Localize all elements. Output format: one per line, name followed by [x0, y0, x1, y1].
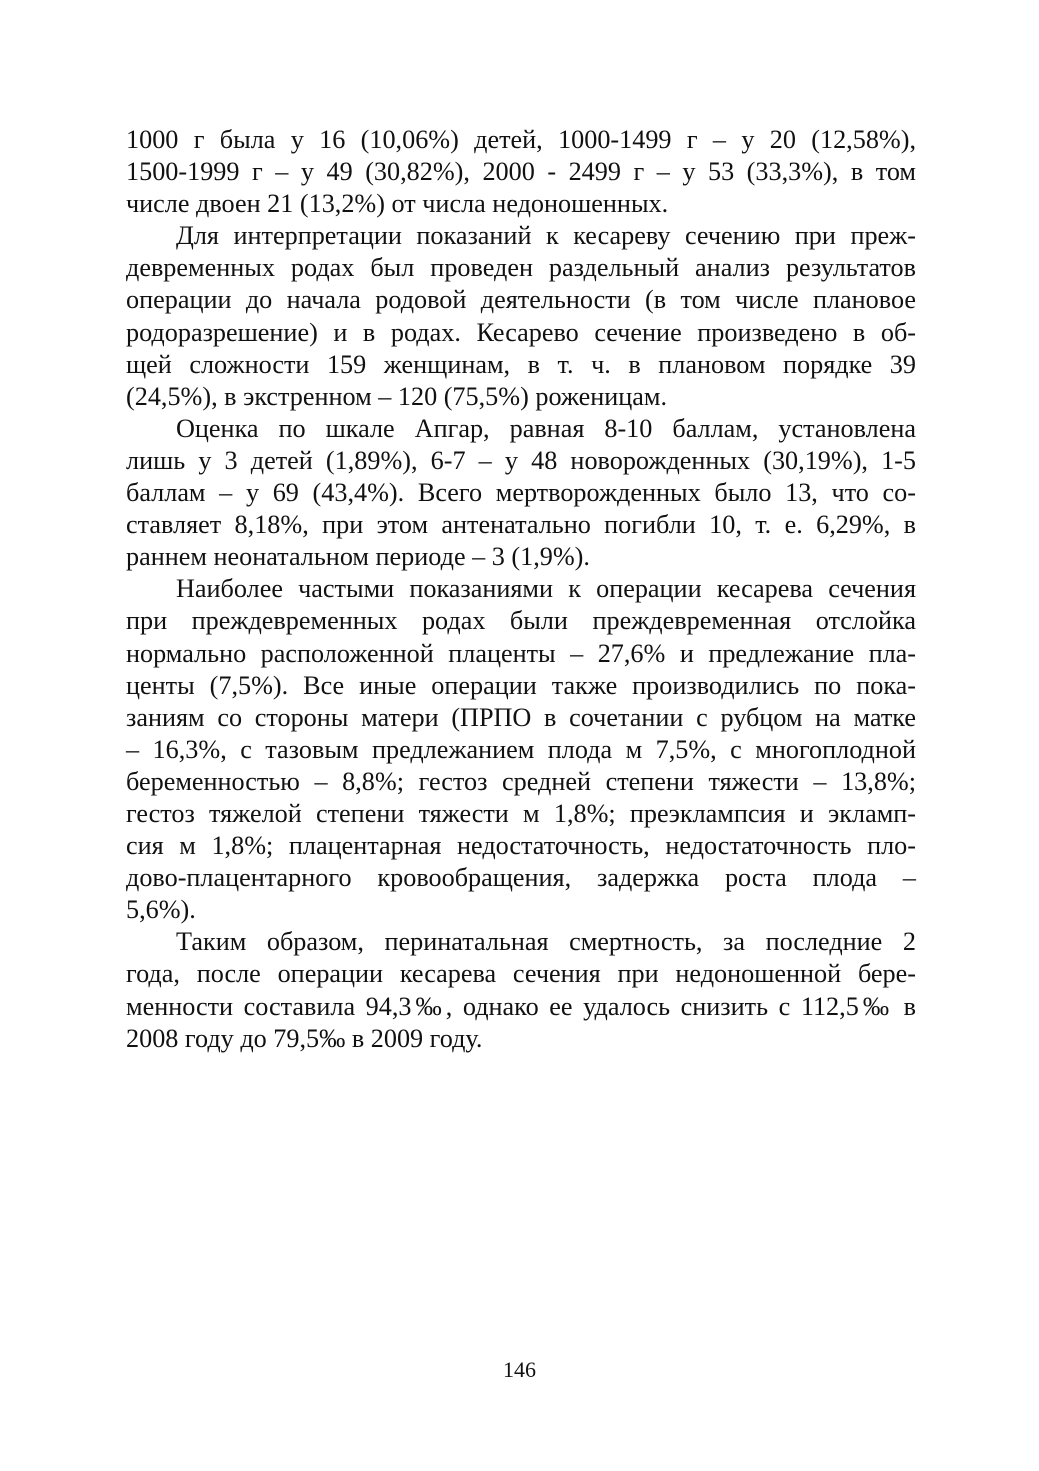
text-line: при преждевременных родах были преждевременная отслойка	[126, 606, 916, 636]
text-line: Для интерпретации показаний к кесареву сечению при преж-	[176, 221, 916, 251]
text-line: 5,6%).	[126, 895, 196, 925]
text-line: менности составила 94,3‰, однако ее удалось снизить с 112,5‰ в	[126, 991, 916, 1021]
text-line: лишь у 3 детей (1,89%), 6-7 – у 48 новорожденных (30,19%), 1-5	[126, 445, 916, 475]
text-line: числе двоен 21 (13,2%) от числа недоношенных.	[126, 189, 669, 219]
page-body	[126, 124, 916, 1055]
text-line: сия м 1,8%; плацентарная недостаточность, недостаточность пло-	[126, 831, 916, 861]
text-line: нормально расположенной плаценты – 27,6% и предлежание пла-	[126, 638, 916, 668]
text-line: беременностью – 8,8%; гестоз средней степени тяжести – 13,8%;	[126, 766, 916, 796]
text-line: раннем неонатальном периоде – 3 (1,9%).	[126, 542, 590, 572]
paragraph-3	[126, 413, 916, 573]
text-line: операции до начала родовой деятельности (в том числе плановое	[126, 285, 916, 315]
text-line: года, после операции кесарева сечения при недоношенной бере-	[126, 959, 916, 989]
text-line: заниям со стороны матери (ПРПО в сочетании с рубцом на матке	[126, 702, 916, 732]
text-line: (24,5%), в экстренном – 120 (75,5%) роженицам.	[126, 381, 668, 411]
text-line: ставляет 8,18%, при этом антенатально погибли 10, т. е. 6,29%, в	[126, 510, 916, 540]
page-number: 146	[503, 1357, 536, 1382]
text-line: 1500-1999 г – у 49 (30,82%), 2000 - 2499 г – у 53 (33,3%), в том	[126, 157, 916, 187]
text-line: 2008 году до 79,5‰ в 2009 году.	[126, 1023, 483, 1053]
paragraph-1	[126, 124, 916, 220]
text-line: девременных родах был проведен раздельный анализ результатов	[126, 253, 916, 283]
text-line: – 16,3%, с тазовым предлежанием плода м 7,5%, с многоплодной	[126, 734, 916, 764]
text-line: родоразрешение) и в родах. Кесарево сечение произведено в об-	[126, 317, 916, 347]
text-line: Оценка по шкале Апгар, равная 8-10 баллам, установлена	[176, 413, 916, 443]
text-line: центы (7,5%). Все иные операции также производились по пока-	[126, 670, 916, 700]
paragraph-4	[126, 573, 916, 926]
paragraph-2	[126, 220, 916, 413]
text-line: Наиболее частыми показаниями к операции кесарева сечения	[176, 574, 916, 604]
text-line: дово-плацентарного кровообращения, задержка роста плода –	[126, 863, 916, 893]
text-line: гестоз тяжелой степени тяжести м 1,8%; преэклампсия и экламп-	[126, 798, 916, 828]
text-line: баллам – у 69 (43,4%). Всего мертворожденных было 13, что со-	[126, 478, 916, 508]
text-line: 1000 г была у 16 (10,06%) детей, 1000-1499 г – у 20 (12,58%),	[126, 125, 916, 154]
text-line: Таким образом, перинатальная смертность, за последние 2	[176, 927, 916, 957]
text-line: щей сложности 159 женщинам, в т. ч. в плановом порядке 39	[126, 349, 916, 379]
paragraph-5	[126, 926, 916, 1054]
